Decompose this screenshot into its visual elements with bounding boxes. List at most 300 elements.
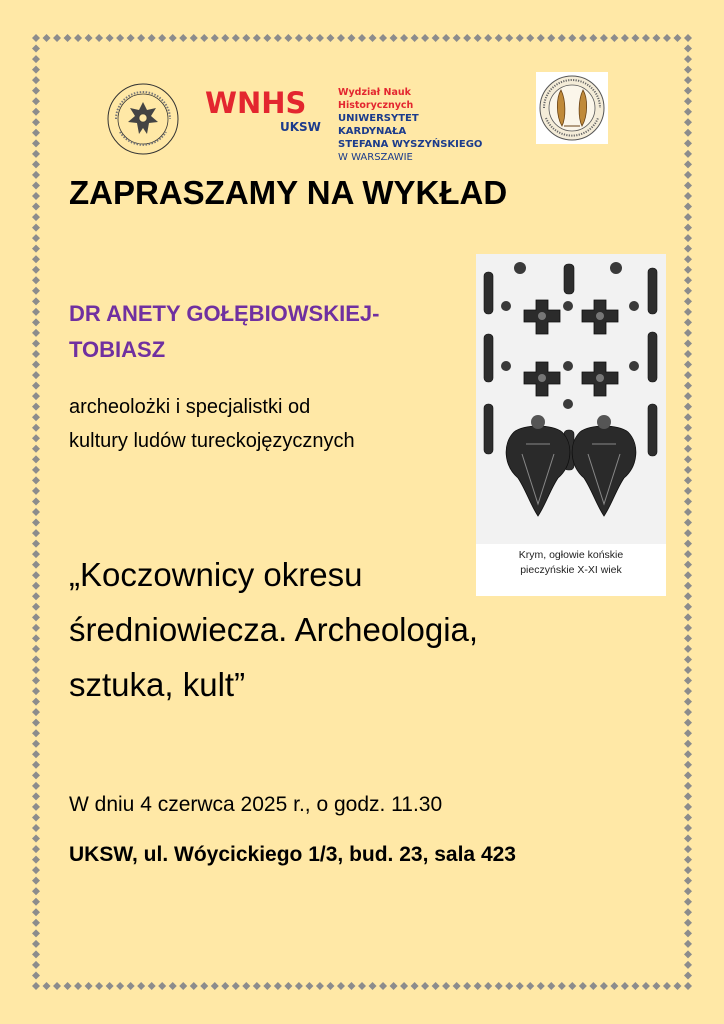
border-diamond <box>684 466 692 474</box>
border-diamond <box>32 34 40 42</box>
border-diamond <box>684 708 692 716</box>
border-diamond <box>32 887 40 895</box>
invitation-heading: ZAPRASZAMY NA WYKŁAD <box>69 174 508 211</box>
border-diamond <box>369 34 377 42</box>
speaker-description <box>69 390 489 458</box>
border-diamond <box>537 982 545 990</box>
speaker-description-line1: archeolożki i specjalistki od <box>69 396 311 418</box>
border-diamond <box>32 55 40 63</box>
border-diamond <box>684 371 692 379</box>
border-diamond <box>32 719 40 727</box>
border-diamond <box>400 34 408 42</box>
border-diamond <box>684 34 692 42</box>
border-diamond <box>32 961 40 969</box>
border-diamond <box>284 982 292 990</box>
border-diamond <box>316 982 324 990</box>
border-diamond <box>390 982 398 990</box>
border-diamond <box>32 845 40 853</box>
border-diamond <box>684 877 692 885</box>
border-diamond <box>179 34 187 42</box>
border-diamond <box>526 34 534 42</box>
border-diamond <box>505 982 513 990</box>
border-diamond <box>684 540 692 548</box>
border-diamond <box>673 982 681 990</box>
border-diamond <box>652 982 660 990</box>
border-diamond <box>32 708 40 716</box>
border-diamond <box>684 403 692 411</box>
border-diamond <box>32 129 40 137</box>
border-diamond <box>32 213 40 221</box>
border-diamond <box>442 34 450 42</box>
border-diamond <box>32 782 40 790</box>
border-diamond <box>32 508 40 516</box>
border-diamond <box>95 34 103 42</box>
border-diamond <box>684 624 692 632</box>
border-diamond <box>32 497 40 505</box>
border-diamond <box>32 655 40 663</box>
border-diamond <box>684 424 692 432</box>
border-diamond <box>684 87 692 95</box>
border-diamond <box>379 982 387 990</box>
border-diamond <box>85 982 93 990</box>
border-diamond <box>484 982 492 990</box>
border-diamond <box>274 982 282 990</box>
border-diamond <box>474 34 482 42</box>
border-diamond <box>684 782 692 790</box>
border-diamond <box>347 34 355 42</box>
border-diamond <box>32 813 40 821</box>
border-diamond <box>684 350 692 358</box>
border-diamond <box>32 898 40 906</box>
border-diamond <box>32 476 40 484</box>
institute-seal-icon <box>536 72 608 144</box>
border-diamond <box>663 34 671 42</box>
border-diamond <box>32 108 40 116</box>
border-diamond <box>684 856 692 864</box>
border-diamond <box>32 929 40 937</box>
border-diamond <box>495 34 503 42</box>
border-diamond <box>484 34 492 42</box>
border-diamond <box>684 108 692 116</box>
border-diamond <box>32 634 40 642</box>
border-diamond <box>463 982 471 990</box>
border-diamond <box>684 666 692 674</box>
border-diamond <box>53 982 61 990</box>
border-diamond <box>684 603 692 611</box>
border-diamond <box>684 392 692 400</box>
photo-caption-line1: Krym, ogłowie końskie <box>518 549 624 561</box>
university-name-line1: UNIWERSYTET KARDYNAŁA <box>338 113 419 137</box>
border-diamond <box>547 34 555 42</box>
border-diamond <box>684 561 692 569</box>
border-diamond <box>684 181 692 189</box>
border-diamond <box>32 160 40 168</box>
border-diamond <box>453 34 461 42</box>
border-diamond <box>32 118 40 126</box>
border-diamond <box>411 34 419 42</box>
border-diamond <box>32 645 40 653</box>
university-city: W WARSZAWIE <box>338 152 413 163</box>
border-diamond <box>505 34 513 42</box>
border-diamond <box>684 66 692 74</box>
border-diamond <box>442 982 450 990</box>
border-diamond <box>400 982 408 990</box>
border-diamond <box>684 476 692 484</box>
border-diamond <box>221 982 229 990</box>
border-diamond <box>32 434 40 442</box>
border-diamond <box>232 34 240 42</box>
border-diamond <box>684 413 692 421</box>
border-diamond <box>32 297 40 305</box>
border-diamond <box>32 371 40 379</box>
border-diamond <box>684 529 692 537</box>
border-diamond <box>32 729 40 737</box>
border-diamond <box>684 76 692 84</box>
border-diamond <box>32 971 40 979</box>
border-diamond <box>684 803 692 811</box>
border-diamond <box>32 234 40 242</box>
border-diamond <box>589 982 597 990</box>
border-diamond <box>453 982 461 990</box>
border-diamond <box>32 940 40 948</box>
border-diamond <box>106 34 114 42</box>
border-diamond <box>684 171 692 179</box>
border-diamond <box>32 413 40 421</box>
border-diamond <box>684 139 692 147</box>
border-diamond <box>684 519 692 527</box>
border-diamond <box>32 540 40 548</box>
border-diamond <box>85 34 93 42</box>
border-diamond <box>684 329 692 337</box>
border-diamond <box>684 224 692 232</box>
border-diamond <box>326 982 334 990</box>
border-diamond <box>32 308 40 316</box>
border-diamond <box>43 34 51 42</box>
border-diamond <box>32 592 40 600</box>
lecture-title-line2: średniowiecza. Archeologia, <box>69 611 479 648</box>
border-diamond <box>642 982 650 990</box>
border-diamond <box>32 982 40 990</box>
border-diamond <box>652 34 660 42</box>
border-diamond <box>148 34 156 42</box>
event-venue: UKSW, ul. Wóycickiego 1/3, bud. 23, sala 423 <box>69 843 516 866</box>
event-date-time: W dniu 4 czerwca 2025 r., o godz. 11.30 <box>69 793 443 816</box>
border-diamond <box>32 529 40 537</box>
border-diamond <box>190 982 198 990</box>
border-diamond <box>684 455 692 463</box>
border-diamond <box>32 698 40 706</box>
border-diamond <box>32 361 40 369</box>
border-diamond <box>337 982 345 990</box>
border-diamond <box>274 34 282 42</box>
border-diamond <box>568 34 576 42</box>
border-diamond <box>158 982 166 990</box>
border-diamond <box>684 824 692 832</box>
border-diamond <box>516 34 524 42</box>
border-diamond <box>684 866 692 874</box>
border-diamond <box>32 582 40 590</box>
border-diamond <box>537 34 545 42</box>
border-diamond <box>337 34 345 42</box>
border-diamond <box>600 34 608 42</box>
border-diamond <box>684 719 692 727</box>
border-diamond <box>684 203 692 211</box>
border-diamond <box>74 982 82 990</box>
border-diamond <box>32 424 40 432</box>
border-diamond <box>684 287 692 295</box>
border-diamond <box>558 34 566 42</box>
lecture-title-line3: sztuka, kult” <box>69 666 246 703</box>
horse-bridle-fittings-image <box>476 254 666 544</box>
border-diamond <box>684 308 692 316</box>
border-diamond <box>684 898 692 906</box>
border-diamond <box>242 982 250 990</box>
border-diamond <box>32 245 40 253</box>
border-diamond <box>684 613 692 621</box>
border-diamond <box>32 392 40 400</box>
border-diamond <box>200 34 208 42</box>
university-seal-icon <box>106 82 180 156</box>
border-diamond <box>32 677 40 685</box>
border-diamond <box>684 497 692 505</box>
border-diamond <box>295 34 303 42</box>
border-diamond <box>127 982 135 990</box>
border-diamond <box>684 361 692 369</box>
faculty-logo-text <box>338 86 488 164</box>
border-diamond <box>263 982 271 990</box>
border-diamond <box>158 34 166 42</box>
border-diamond <box>684 750 692 758</box>
border-diamond <box>684 835 692 843</box>
border-diamond <box>610 34 618 42</box>
border-diamond <box>390 34 398 42</box>
border-diamond <box>684 655 692 663</box>
border-diamond <box>64 982 72 990</box>
border-diamond <box>53 34 61 42</box>
border-diamond <box>684 487 692 495</box>
border-diamond <box>32 181 40 189</box>
border-diamond <box>95 982 103 990</box>
border-diamond <box>684 887 692 895</box>
border-diamond <box>32 866 40 874</box>
border-diamond <box>684 55 692 63</box>
border-diamond <box>32 224 40 232</box>
border-diamond <box>179 982 187 990</box>
border-diamond <box>116 34 124 42</box>
border-diamond <box>358 34 366 42</box>
border-diamond <box>684 961 692 969</box>
border-diamond <box>600 982 608 990</box>
border-diamond <box>684 97 692 105</box>
border-diamond <box>579 982 587 990</box>
border-diamond <box>631 34 639 42</box>
border-diamond <box>32 792 40 800</box>
border-diamond <box>684 129 692 137</box>
speaker-name <box>69 296 489 368</box>
border-diamond <box>684 677 692 685</box>
border-diamond <box>684 982 692 990</box>
border-diamond <box>32 455 40 463</box>
border-diamond <box>684 150 692 158</box>
border-diamond <box>684 445 692 453</box>
border-diamond <box>116 982 124 990</box>
border-diamond <box>32 803 40 811</box>
border-diamond <box>673 34 681 42</box>
faculty-name: Wydział Nauk Historycznych <box>338 87 414 111</box>
border-diamond <box>326 34 334 42</box>
border-diamond <box>32 666 40 674</box>
border-diamond <box>32 150 40 158</box>
border-diamond <box>32 824 40 832</box>
border-diamond <box>684 740 692 748</box>
border-diamond <box>684 318 692 326</box>
border-diamond <box>684 508 692 516</box>
border-diamond <box>32 66 40 74</box>
border-diamond <box>32 835 40 843</box>
border-diamond <box>684 550 692 558</box>
border-diamond <box>684 582 692 590</box>
border-diamond <box>358 982 366 990</box>
border-diamond <box>369 982 377 990</box>
lecture-title-line1: „Koczownicy okresu <box>69 556 363 593</box>
border-diamond <box>474 982 482 990</box>
border-diamond <box>211 34 219 42</box>
border-diamond <box>284 34 292 42</box>
border-diamond <box>684 908 692 916</box>
border-diamond <box>169 34 177 42</box>
border-diamond <box>32 571 40 579</box>
border-diamond <box>32 466 40 474</box>
border-diamond <box>684 382 692 390</box>
lecture-title <box>69 547 489 712</box>
border-diamond <box>589 34 597 42</box>
speaker-name-line2: TOBIASZ <box>69 337 166 362</box>
border-diamond <box>32 318 40 326</box>
border-diamond <box>379 34 387 42</box>
border-diamond <box>432 34 440 42</box>
border-diamond <box>610 982 618 990</box>
border-diamond <box>32 192 40 200</box>
border-diamond <box>32 276 40 284</box>
border-diamond <box>169 982 177 990</box>
border-diamond <box>32 740 40 748</box>
border-diamond <box>32 266 40 274</box>
border-diamond <box>684 645 692 653</box>
border-diamond <box>32 287 40 295</box>
border-diamond <box>684 729 692 737</box>
border-diamond <box>558 982 566 990</box>
border-diamond <box>137 34 145 42</box>
border-diamond <box>347 982 355 990</box>
border-diamond <box>242 34 250 42</box>
border-diamond <box>32 919 40 927</box>
border-diamond <box>684 929 692 937</box>
border-diamond <box>684 971 692 979</box>
speaker-description-line2: kultury ludów tureckojęzycznych <box>69 430 355 452</box>
border-diamond <box>32 255 40 263</box>
border-diamond <box>684 192 692 200</box>
border-diamond <box>32 403 40 411</box>
photo-caption-line2: pieczyńskie X-XI wiek <box>520 564 622 576</box>
border-diamond <box>32 329 40 337</box>
border-diamond <box>43 982 51 990</box>
border-diamond <box>232 982 240 990</box>
border-diamond <box>32 76 40 84</box>
border-diamond <box>684 434 692 442</box>
border-diamond <box>684 698 692 706</box>
border-diamond <box>32 339 40 347</box>
border-diamond <box>684 771 692 779</box>
border-diamond <box>684 687 692 695</box>
border-diamond <box>495 982 503 990</box>
border-diamond <box>253 34 261 42</box>
border-diamond <box>32 350 40 358</box>
border-diamond <box>516 982 524 990</box>
border-diamond <box>316 34 324 42</box>
border-diamond <box>684 160 692 168</box>
border-diamond <box>32 487 40 495</box>
border-diamond <box>32 382 40 390</box>
border-diamond <box>421 34 429 42</box>
border-diamond <box>684 950 692 958</box>
border-diamond <box>74 34 82 42</box>
border-diamond <box>684 255 692 263</box>
border-diamond <box>32 761 40 769</box>
border-diamond <box>106 982 114 990</box>
border-diamond <box>32 856 40 864</box>
border-diamond <box>32 139 40 147</box>
border-diamond <box>684 634 692 642</box>
border-diamond <box>684 919 692 927</box>
border-diamond <box>305 34 313 42</box>
border-diamond <box>211 982 219 990</box>
border-diamond <box>684 234 692 242</box>
border-diamond <box>221 34 229 42</box>
border-diamond <box>684 813 692 821</box>
photo-caption <box>476 548 666 578</box>
border-diamond <box>684 276 692 284</box>
border-diamond <box>684 571 692 579</box>
border-diamond <box>295 982 303 990</box>
border-diamond <box>411 982 419 990</box>
border-diamond <box>684 845 692 853</box>
border-diamond <box>463 34 471 42</box>
border-diamond <box>32 203 40 211</box>
border-diamond <box>32 950 40 958</box>
border-diamond <box>32 45 40 53</box>
border-diamond <box>32 171 40 179</box>
border-diamond <box>621 982 629 990</box>
border-diamond <box>547 982 555 990</box>
border-diamond <box>684 213 692 221</box>
border-diamond <box>421 982 429 990</box>
border-diamond <box>32 445 40 453</box>
border-diamond <box>137 982 145 990</box>
artifact-photo <box>476 254 666 596</box>
border-diamond <box>32 771 40 779</box>
wnhs-logo: WNHS <box>205 86 307 120</box>
border-diamond <box>253 982 261 990</box>
border-diamond <box>32 97 40 105</box>
border-diamond <box>684 339 692 347</box>
border-diamond <box>684 118 692 126</box>
speaker-name-line1: DR ANETY GOŁĘBIOWSKIEJ- <box>69 301 380 326</box>
border-diamond <box>32 603 40 611</box>
border-diamond <box>32 87 40 95</box>
border-diamond <box>432 982 440 990</box>
uksw-logo-text: UKSW <box>280 120 321 134</box>
border-diamond <box>32 750 40 758</box>
